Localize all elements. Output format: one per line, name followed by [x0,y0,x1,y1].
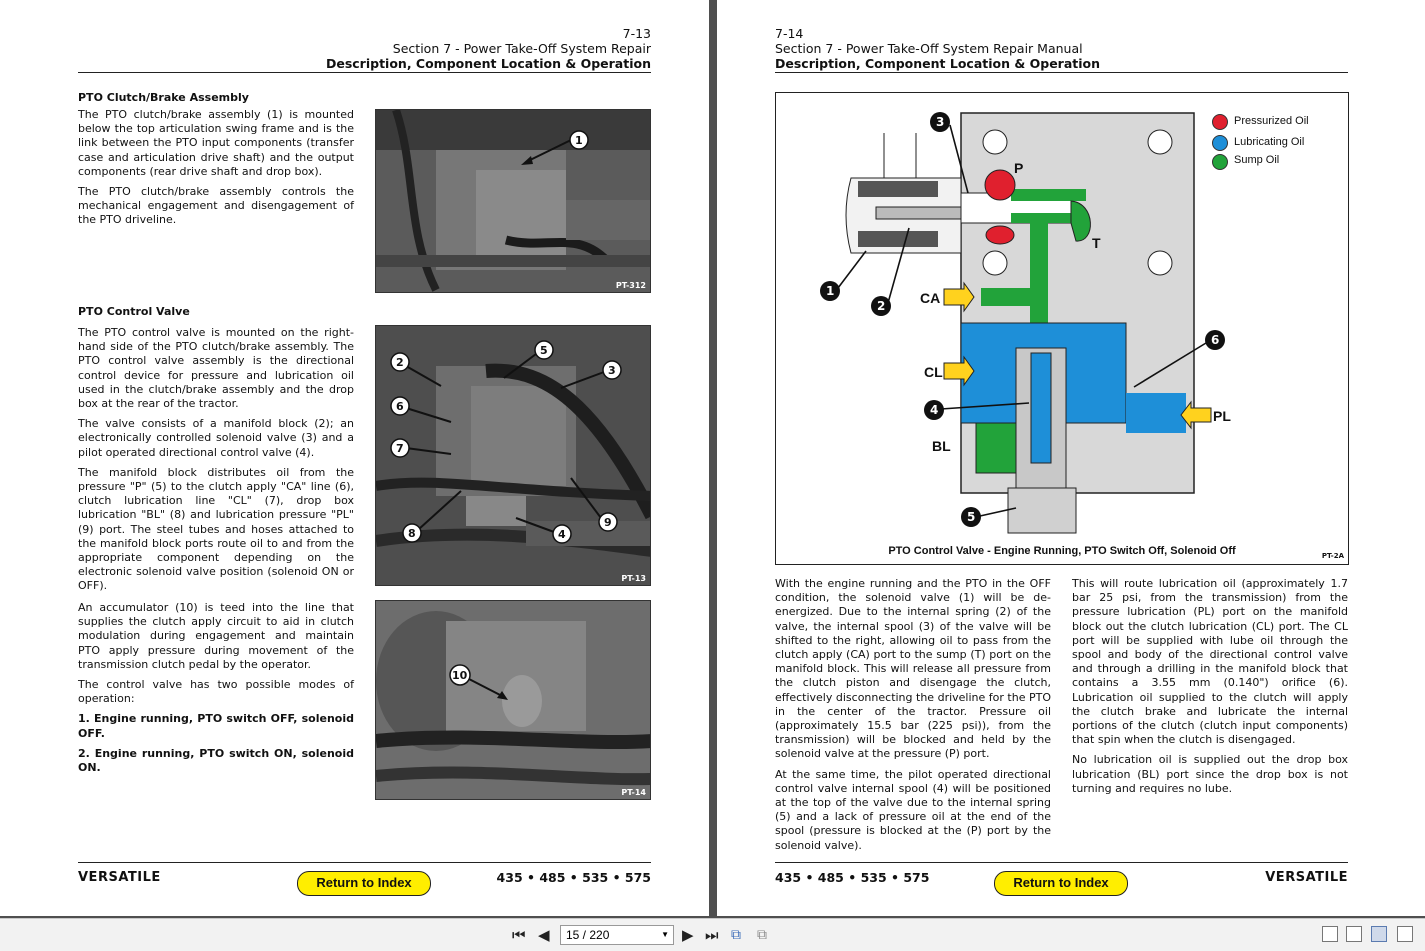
accumulator-photo [375,600,651,800]
valve-heading: PTO Control Valve [78,305,190,318]
callout-3: 3 [608,364,616,377]
return-to-index-button[interactable]: Return to Index [994,871,1128,896]
valve-photo [375,325,651,586]
model-numbers: 435 • 485 • 535 • 575 [775,870,930,885]
page-header [251,26,651,71]
clutch-p1: The PTO clutch/brake assembly (1) is mounted below the top articulation swing frame and is the link between the PTO input components (transfer case and articulation drive shaft) and the output components (rear drive shaft and drop box). [78,108,354,178]
legend-pressurized-swatch [1212,114,1228,130]
diag-callout-4: 4 [930,403,939,417]
viewer-toolbar [0,918,1425,951]
valve-text [78,326,354,600]
single-page-view-icon[interactable] [1322,926,1338,942]
port-cl-label: CL [924,364,943,380]
callout-10: 10 [452,669,468,682]
callout-9: 9 [604,516,612,529]
header-subtitle: Description, Component Location & Operation [325,56,651,71]
valve-p1: The PTO control valve is mounted on the right-hand side of the PTO clutch/brake assembly. The PTO control valve assembly is the directional control device for pressure and lubrication oil used in the clutch/brake assembly and the drop box at the rear of the tractor. [78,326,354,411]
accum-p2: The control valve has two possible modes of operation: [78,678,354,706]
diagram-caption: PTO Control Valve - Engine Running, PTO Switch Off, Solenoid Off [888,545,1236,557]
column-2 [1072,577,1348,802]
diag-callout-6: 6 [1211,333,1220,347]
first-page-icon[interactable]: ⏮ [512,926,526,944]
page-number-input[interactable] [560,925,674,945]
chevron-down-icon[interactable]: ▼ [661,930,669,939]
diag-callout-5: 5 [967,510,976,524]
section-title: Section 7 - Power Take-Off System Repair Manual [775,41,1083,56]
port-bl-label: BL [932,438,951,454]
clutch-heading: PTO Clutch/Brake Assembly [78,91,249,104]
col2-p1: This will route lubrication oil (approximately 1.7 bar 25 psi, from the transmission) from the pressure lubrication (PL) port on the manifold block out the clutch lubrication (CL) port. The CL port will be supplied with lube oil through the spool and body of the directional control valve and through a drilling in the manifold block that contains a 3.55 mm (0.140") orifice (6). Lubrication oil supplied to the clutch will apply the clutch brake and lubricate the internal portions of the clutch (clutch input components) that spin when the clutch is disengaged. [1072,577,1348,747]
continuous-facing-view-icon[interactable] [1397,926,1413,942]
diag-callout-2: 2 [877,299,886,313]
callout-6: 6 [396,400,404,413]
go-forward-icon[interactable]: ⧉ [757,927,767,943]
page-7-14 [717,0,1425,916]
port-p-label: P [1014,160,1024,176]
callout-1: 1 [575,134,583,147]
photo-tag: PT-14 [621,788,646,797]
page-number: 7-14 [775,26,804,41]
return-to-index-button[interactable]: Return to Index [297,871,431,896]
clutch-p2: The PTO clutch/brake assembly controls the mechanical engagement and disengagement of the PTO driveline. [78,185,354,227]
page-number: 7-13 [622,26,651,41]
diag-callout-1: 1 [826,284,835,298]
callout-8: 8 [408,527,416,540]
mode-2: 2. Engine running, PTO switch ON, solenoid ON. [78,746,354,775]
legend-sump: Sump Oil [1234,154,1280,166]
model-numbers: 435 • 485 • 535 • 575 [496,870,651,885]
callout-7: 7 [396,442,404,455]
clutch-callouts [376,110,651,293]
port-ca-label: CA [920,290,941,306]
facing-view-icon[interactable] [1371,926,1387,942]
page-7-13 [0,0,709,916]
next-page-icon[interactable]: ▶ [682,926,694,944]
accumulator-photo-art [376,601,651,800]
port-pl-label: PL [1213,408,1231,424]
diagram-tag: PT-2A [1321,552,1344,560]
diag-callout-3: 3 [936,115,945,129]
legend-sump-swatch [1212,154,1228,170]
col2-p2: No lubrication oil is supplied out the drop box lubrication (BL) port since the drop box is not turning and requires no lube. [1072,753,1348,795]
col1-p1: With the engine running and the PTO in the OFF condition, the solenoid valve (1) will be de-energized. Due to the internal spring (2) of the valve, the internal spool (3) of the valve will be shifted to the right, allowing oil to pass from the clutch apply (CA) port to the sump (T) port on the manifold block. This will release all pressure from the clutch piston and disengage the clutch, effectively disconnecting the driveline for the PTO in the center of the tractor. Pressure oil (approximately 15.5 bar (225 psi)), from the transmission) will be blocked and held by the solenoid valve at the pressure (P) port. [775,577,1051,761]
last-page-icon[interactable]: ⏭ [705,926,719,944]
footer-rule [775,862,1348,863]
legend-pressurized: Pressurized Oil [1234,115,1309,127]
callout-4: 4 [558,528,566,541]
header-subtitle: Description, Component Location & Operation [775,56,1101,71]
header-rule [775,72,1348,73]
section-title: Section 7 - Power Take-Off System Repair [392,41,651,56]
port-t-label: T [1092,235,1101,251]
mode-1: 1. Engine running, PTO switch OFF, solenoid OFF. [78,712,354,740]
photo-tag: PT-13 [621,574,646,583]
valve-photo-art [376,326,651,586]
header-rule [78,72,651,73]
prev-page-icon[interactable]: ◀ [538,926,550,944]
valve-diagram [775,92,1349,565]
clutch-photo [375,109,651,293]
photo-tag: PT-312 [615,281,646,290]
callout-2: 2 [396,356,404,369]
footer-rule [78,862,651,863]
col1-p2: At the same time, the pilot operated directional control valve internal spool (4) will be positioned at the top of the valve due to the internal spring (5) and a lack of pressure oil at the end of the spool (pressure is blocked at the (P) port by the solenoid valve). [775,767,1051,852]
go-back-icon[interactable]: ⧉ [731,927,741,943]
clutch-text [78,108,354,234]
callout-5: 5 [540,344,548,357]
page-header [775,26,1175,71]
legend-lubricating: Lubricating Oil [1234,136,1305,148]
accum-p1: An accumulator (10) is teed into the line that supplies the clutch apply circuit to aid in clutch modulation during engagement and maintain PTO apply pressure during movement of the transmission clutch pedal by the operator. [78,601,354,671]
accum-text [78,601,354,781]
continuous-view-icon[interactable] [1346,926,1362,942]
valve-p2: The valve consists of a manifold block (2); an electronically controlled solenoid valve (3) and a pilot operated directional control valve (4). [78,417,354,459]
versatile-logo: VERSATILE [1265,870,1348,885]
legend-lubricating-swatch [1212,135,1228,151]
column-1 [775,577,1051,859]
page-indicator: 15 / 220 [566,928,610,942]
valve-p3: The manifold block distributes oil from the pressure "P" (5) to the clutch apply "CA" line (6), clutch lubrication line "CL" (7), drop box lubrication "BL" (8) and lubrication pressure "PL" (9) port. The steel tubes and hoses attached to the manifold block ports route oil to and from the appropriate component depending on the electronic solenoid valve position (solenoid ON or OFF). [78,465,354,593]
versatile-logo: VERSATILE [78,870,161,885]
